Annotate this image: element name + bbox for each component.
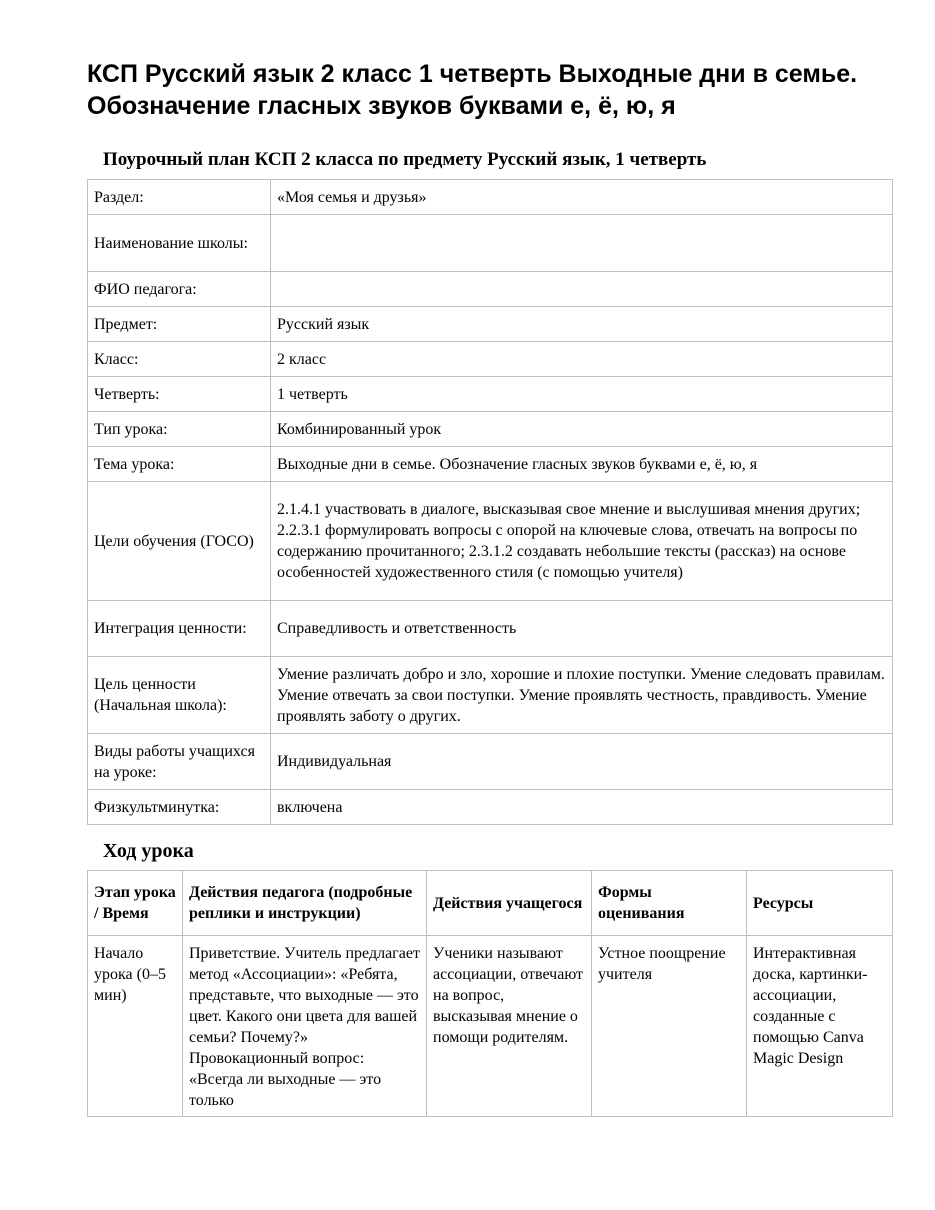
row-label: Физкультминутка: — [88, 790, 271, 825]
row-value: 1 четверть — [271, 377, 893, 412]
row-label: Раздел: — [88, 180, 271, 215]
lesson-plan-table — [87, 179, 893, 825]
table-cell: Начало урока (0–5 мин) — [88, 936, 183, 1117]
row-label: Четверть: — [88, 377, 271, 412]
row-value: 2 класс — [271, 342, 893, 377]
row-label: Цель ценности (Начальная школа): — [88, 657, 271, 734]
row-value: Русский язык — [271, 307, 893, 342]
lesson-heading: Ход урока — [103, 840, 194, 862]
row-label: Класс: — [88, 342, 271, 377]
table-row — [88, 936, 893, 1117]
row-label: Тема урока: — [88, 447, 271, 482]
table-row — [88, 790, 893, 825]
column-header: Ресурсы — [747, 871, 893, 936]
table-row — [88, 412, 893, 447]
table-row — [88, 657, 893, 734]
row-value: Умение различать добро и зло, хорошие и плохие поступки. Умение следовать правилам. Умение отвечать за свои поступки. Умение проявлять честность, правдивость. Умение проявлять заботу о других. — [271, 657, 893, 734]
table-row — [88, 601, 893, 657]
column-header: Действия педагога (подробные реплики и инструкции) — [183, 871, 427, 936]
row-value: Комбинированный урок — [271, 412, 893, 447]
table-cell: Ученики называют ассоциации, отвечают на вопрос, высказывая мнение о помощи родителям. — [427, 936, 592, 1117]
row-value: Индивидуальная — [271, 734, 893, 790]
table-row — [88, 447, 893, 482]
row-label: Тип урока: — [88, 412, 271, 447]
table-row — [88, 734, 893, 790]
column-header: Формы оценивания — [592, 871, 747, 936]
row-value: Выходные дни в семье. Обозначение гласных звуков буквами е, ё, ю, я — [271, 447, 893, 482]
row-label: ФИО педагога: — [88, 272, 271, 307]
row-label: Виды работы учащихся на уроке: — [88, 734, 271, 790]
table-row — [88, 215, 893, 272]
row-value: «Моя семья и друзья» — [271, 180, 893, 215]
table-row — [88, 180, 893, 215]
table-cell: Приветствие. Учитель предлагает метод «Ассоциации»: «Ребята, представьте, что выходные — это цвет. Какого они цвета для вашей семьи? Почему?» Провокационный вопрос: «Всегда ли выходные — это только — [183, 936, 427, 1117]
column-header: Этап урока / Время — [88, 871, 183, 936]
table-row — [88, 272, 893, 307]
table-row — [88, 307, 893, 342]
table-row — [88, 377, 893, 412]
column-header: Действия учащегося — [427, 871, 592, 936]
row-value — [271, 215, 893, 272]
table-header-row — [88, 871, 893, 936]
table-cell: Интерактивная доска, картинки-ассоциации, созданные с помощью Canva Magic Design — [747, 936, 893, 1117]
row-label: Интеграция ценности: — [88, 601, 271, 657]
table-row — [88, 342, 893, 377]
row-label: Предмет: — [88, 307, 271, 342]
row-label: Наименование школы: — [88, 215, 271, 272]
table-cell: Устное поощрение учителя — [592, 936, 747, 1117]
table-row — [88, 482, 893, 601]
row-label: Цели обучения (ГОСО) — [88, 482, 271, 601]
row-value — [271, 272, 893, 307]
lesson-flow-table — [87, 870, 893, 1117]
document-title: КСП Русский язык 2 класс 1 четверть Выходные дни в семье. Обозначение гласных звуков буквами е, ё, ю, я — [87, 60, 858, 120]
row-value: Справедливость и ответственность — [271, 601, 893, 657]
plan-heading: Поурочный план КСП 2 класса по предмету Русский язык, 1 четверть — [103, 149, 707, 170]
row-value: 2.1.4.1 участвовать в диалоге, высказывая свое мнение и выслушивая мнения других; 2.2.3.1 формулировать вопросы с опорой на ключевые слова, отвечать на вопросы по содержанию прочитанного; 2.3.1.2 создавать небольшие тексты (рассказ) на основе особенностей художественного стиля (с помощью учителя) — [271, 482, 893, 601]
row-value: включена — [271, 790, 893, 825]
